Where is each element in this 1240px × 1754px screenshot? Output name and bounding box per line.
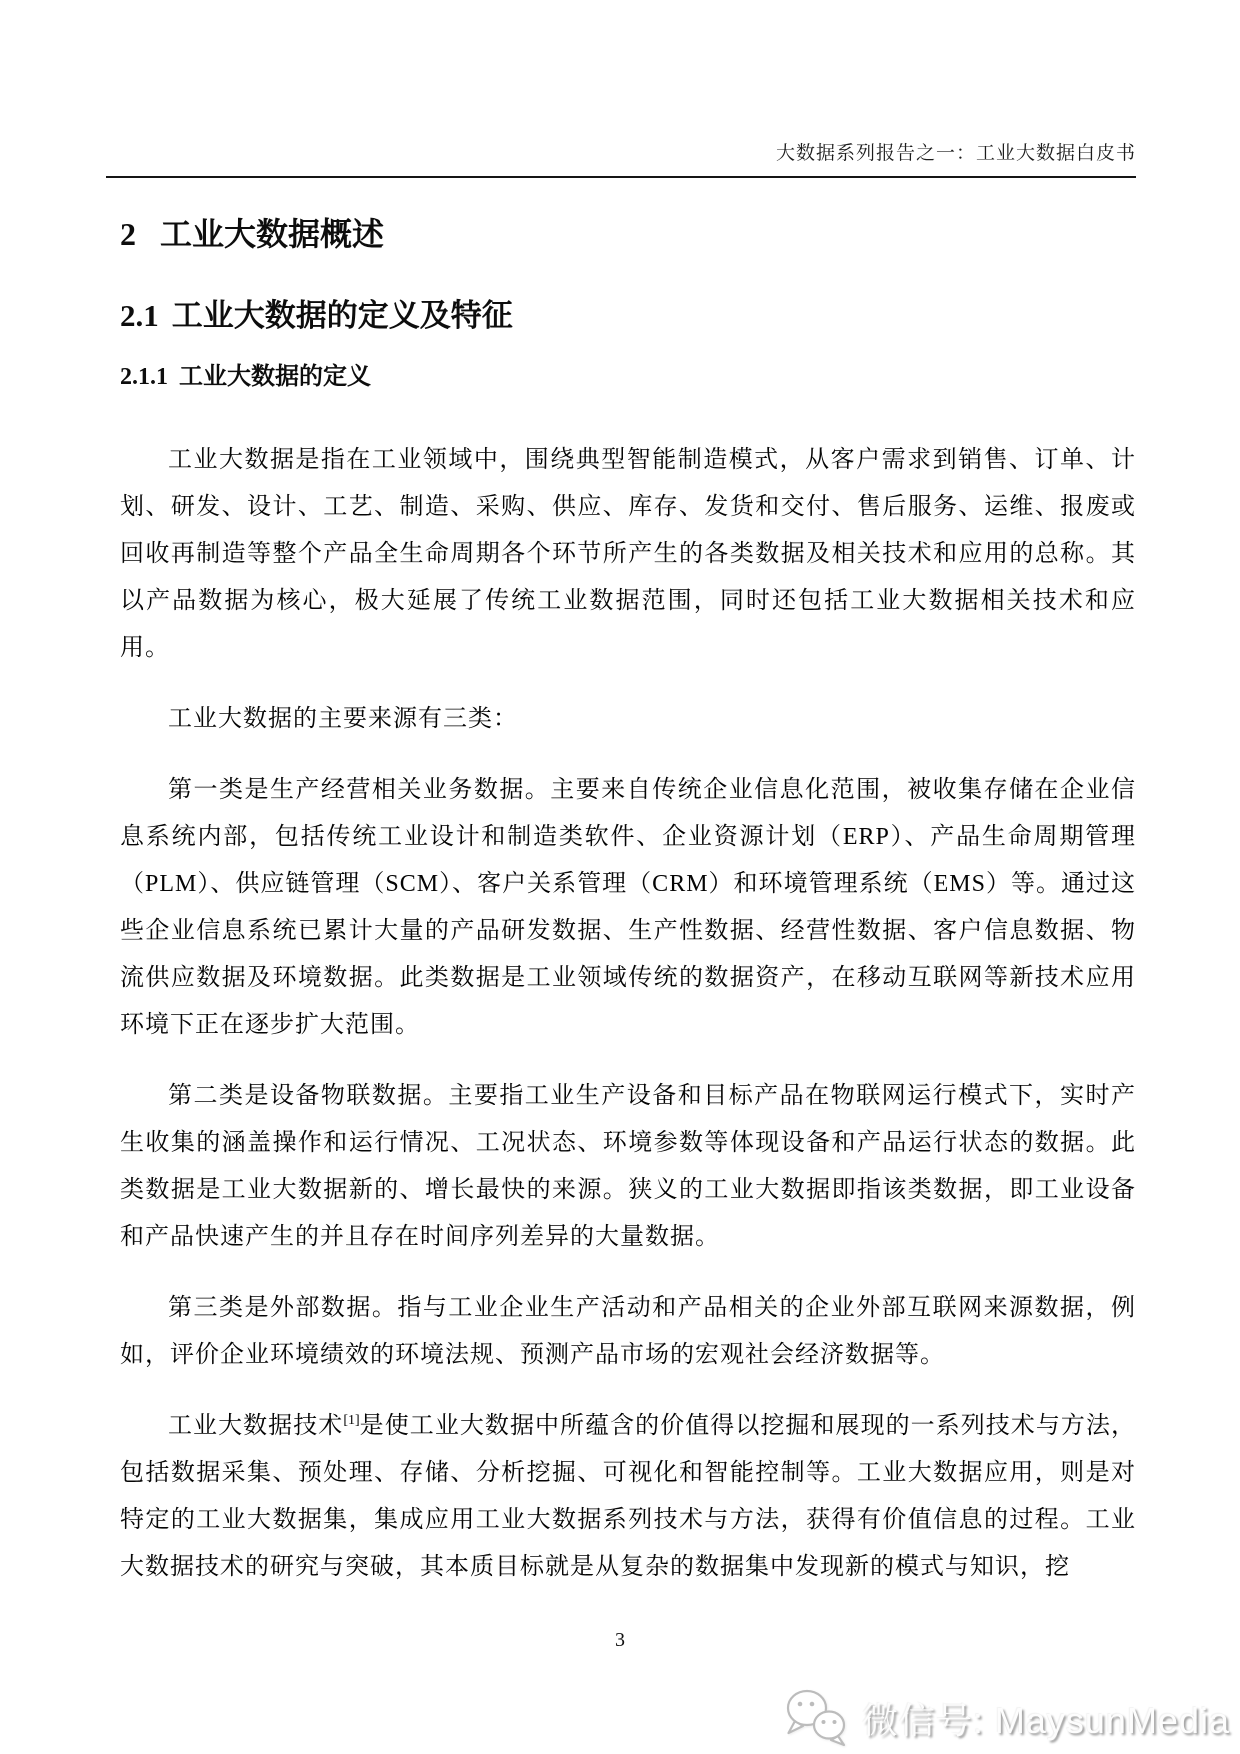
heading-subsection-number: 2.1.1 (120, 363, 168, 390)
wechat-icon (782, 1688, 852, 1748)
heading-section-text: 工业大数据的定义及特征 (171, 297, 513, 333)
paragraph-technology (120, 1403, 1136, 1591)
paragraph-source-type-3: 第三类是外部数据。指与工业企业生产活动和产品相关的企业外部互联网来源数据，例如，评价企业环境绩效的环境法规、预测产品市场的宏观社会经济数据等。 (120, 1295, 1136, 1369)
heading-section-number: 2.1 (120, 297, 159, 333)
page-number: 3 (615, 1629, 625, 1651)
footnote-ref-1: [1] (343, 1413, 360, 1429)
paragraph-sources-intro: 工业大数据的主要来源有三类： (168, 706, 518, 733)
paragraph-definition: 工业大数据是指在工业领域中，围绕典型智能制造模式，从客户需求到销售、订单、计划、研发、设计、工艺、制造、采购、供应、库存、发货和交付、售后服务、运维、报废或回收再制造等整个产品全生命周期各个环节所产生的各类数据及相关技术和应用的总称。其以产品数据为核心，极大延展了传统工业数据范围，同时还包括工业大数据相关技术和应用。 (120, 447, 1136, 662)
heading-subsection (120, 362, 1136, 393)
heading-subsection-text: 工业大数据的定义 (179, 363, 371, 390)
paragraph-source-type-1: 第一类是生产经营相关业务数据。主要来自传统企业信息化范围，被收集存储在企业信息系统内部，包括传统工业设计和制造类软件、企业资源计划（ERP）、产品生命周期管理（PLM）、供应链管理（SCM）、客户关系管理（CRM）和环境管理系统（EMS）等。通过这些企业信息系统已累计大量的产品研发数据、生产性数据、经营性数据、客户信息数据、物流供应数据及环境数据。此类数据是工业领域传统的数据资产，在移动互联网等新技术应用环境下正在逐步扩大范围。 (120, 777, 1136, 1039)
running-header: 大数据系列报告之一：工业大数据白皮书 (106, 138, 1136, 178)
heading-chapter-number: 2 (120, 216, 136, 252)
page-body (120, 214, 1136, 1591)
wechat-id-text: 微信号: MaysunMedia (861, 1699, 1230, 1741)
heading-chapter-text: 工业大数据概述 (160, 216, 385, 252)
paragraph-technology-rest: 是使工业大数据中所蕴含的价值得以挖掘和展现的一系列技术与方法，包括数据采集、预处理、存储、分析挖掘、可视化和智能控制等。工业大数据应用，则是对特定的工业大数据集，集成应用工业大数据系列技术与方法，获得有价值信息的过程。工业大数据技术的研究与突破，其本质目标就是从复杂的数据集中发现新的模式与知识，挖 (120, 1413, 1137, 1581)
heading-section (120, 296, 1136, 336)
wechat-watermark (782, 1688, 1230, 1748)
paragraph-technology-lead: 工业大数据技术 (168, 1413, 344, 1440)
heading-chapter (120, 214, 1136, 256)
page-header (106, 0, 1136, 178)
paragraph-source-type-2: 第二类是设备物联数据。主要指工业生产设备和目标产品在物联网运行模式下，实时产生收集的涵盖操作和运行情况、工况状态、环境参数等体现设备和产品运行状态的数据。此类数据是工业大数据新的、增长最快的来源。狭义的工业大数据即指该类数据，即工业设备和产品快速产生的并且存在时间序列差异的大量数据。 (120, 1083, 1136, 1251)
